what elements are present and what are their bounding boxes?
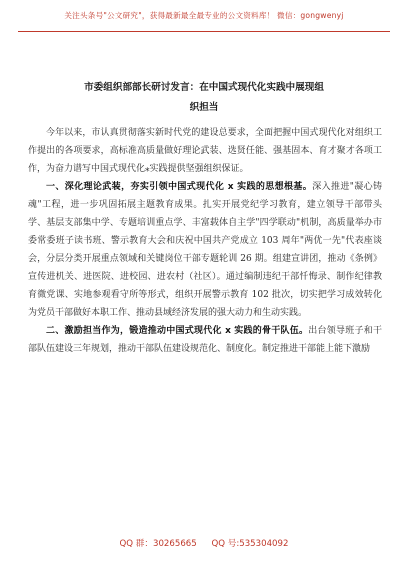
footer-qq-number: QQ 号:535304092 xyxy=(211,539,289,549)
header-banner: 关注头条号"公文研究"，获得最新最全最专业的公文资料库！ 微信：gongwenyj xyxy=(64,11,344,20)
section-1-paragraph xyxy=(28,178,382,322)
section-1-body: 深入推进"凝心铸魂"工程，进一步巩固拓展主题教育成果。扎实开展党纪学习教育，建立领导干部带头学、基层支部集中学、专题培训重点学、丰富载体自主学"四学联动"机制，高质量举办市委常委班子读书班、警示教育大会和庆祝中国共产党成立 103 周年"两优一先"代表座谈会，分层分类开展重点领域和关键岗位干部专题轮训 26 期。组建宣讲团，推动《条例》宣传进机关、进医院、进校园、进农村（社区）。通过编制违纪干部忏悔录、制作纪律教育微党课、实地参观看守所等形式，组织开展警示教育 102 批次，切实把学习成效转化为党员干部做好本职工作、推动县域经济发展的强大动力和生动实践。 xyxy=(28,182,383,318)
footer-qq-group: QQ 群：30265665 xyxy=(119,539,197,549)
section-2-body: 出台领导班子和干部队伍建设三年规划，推动干部队伍建设规范化、制度化。制定推进干部能上能下激励 xyxy=(28,326,382,354)
intro-paragraph: 今年以来，市认真贯彻落实新时代党的建设总要求，全面把握中国式现代化对组织工作提出的各项要求，高标准高质量做好理论武装、选贤任能、强基固本、育才聚才各项工作，为奋力谱写中国式现代化⁎实践提供坚强组织保证。 xyxy=(28,128,382,174)
header-divider xyxy=(18,31,390,32)
page-title xyxy=(30,78,378,118)
document-body xyxy=(28,124,382,358)
section-1-heading: 一、深化理论武装，夯实引领中国式现代化 x 实践的思想根基。 xyxy=(46,182,313,192)
section-2-paragraph xyxy=(28,322,382,358)
footer-contact xyxy=(0,537,408,549)
section-2-heading: 二、激励担当作为，锻造推动中国式现代化 x 实践的骨干队伍。 xyxy=(46,326,309,336)
title-line-1: 市委组织部部长研讨发言：在中国式现代化实践中展现组 xyxy=(84,82,324,93)
title-line-2: 织担当 xyxy=(189,102,219,113)
